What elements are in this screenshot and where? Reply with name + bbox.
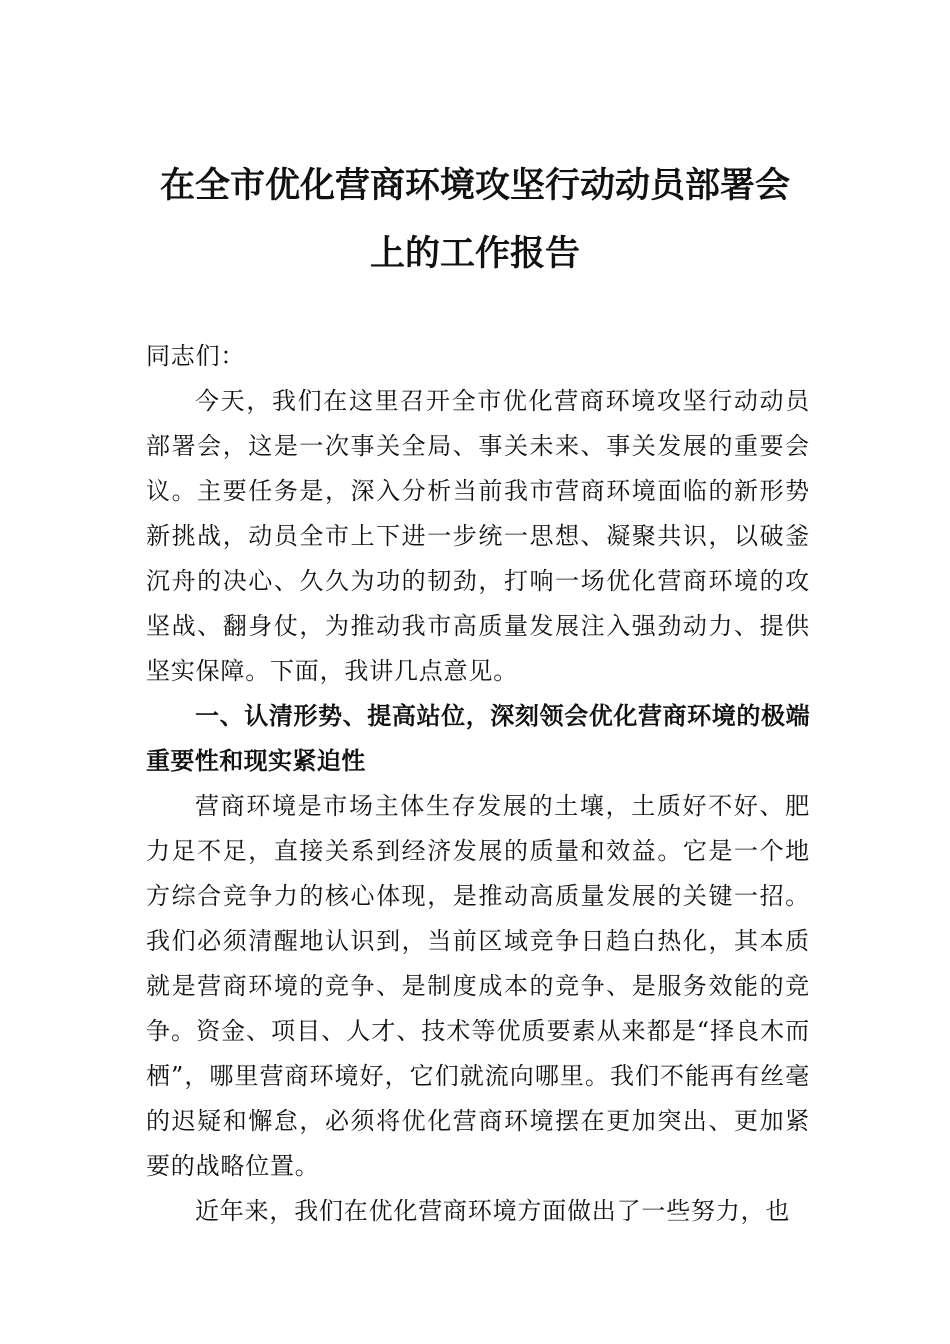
salutation: 同志们： (146, 342, 246, 370)
document-title-line-2: 上的工作报告 (369, 233, 580, 274)
section-heading-1: 一、认清形势、提高站位，深刻领会优化营商环境的极端重要性和现实紧迫性 (146, 702, 810, 775)
document-body (146, 334, 810, 1234)
intro-paragraph: 今天，我们在这里召开全市优化营商环境攻坚行动动员部署会，这是一次事关全局、事关未来、事关发展的重要会议。主要任务是，深入分析当前我市营商环境面临的新形势新挑战，动员全市上下进一步统一思想、凝聚共识，以破釜沉舟的决心、久久为功的韧劲，打响一场优化营商环境的攻坚战、翻身仗，为推动我市高质量发展注入强劲动力、提供坚实保障。下面，我讲几点意见。 (146, 387, 810, 685)
document-title-line-1: 在全市优化营商环境攻坚行动动员部署会 (159, 165, 790, 206)
section-1-paragraph-2: 近年来，我们在优化营商环境方面做出了一些努力，也 (195, 1197, 791, 1225)
section-1-paragraph-1: 营商环境是市场主体生存发展的土壤，土质好不好、肥力足不足，直接关系到经济发展的质量和效益。它是一个地方综合竞争力的核心体现，是推动高质量发展的关键一招。我们必须清醒地认识到，当前区域竞争日趋白热化，其本质就是营商环境的竞争、是制度成本的竞争、是服务效能的竞争。资金、项目、人才、技术等优质要素从来都是“择良木而栖”，哪里营商环境好，它们就流向哪里。我们不能再有丝毫的迟疑和懈怠，必须将优化营商环境摆在更加突出、更加紧要的战略位置。 (146, 792, 810, 1180)
